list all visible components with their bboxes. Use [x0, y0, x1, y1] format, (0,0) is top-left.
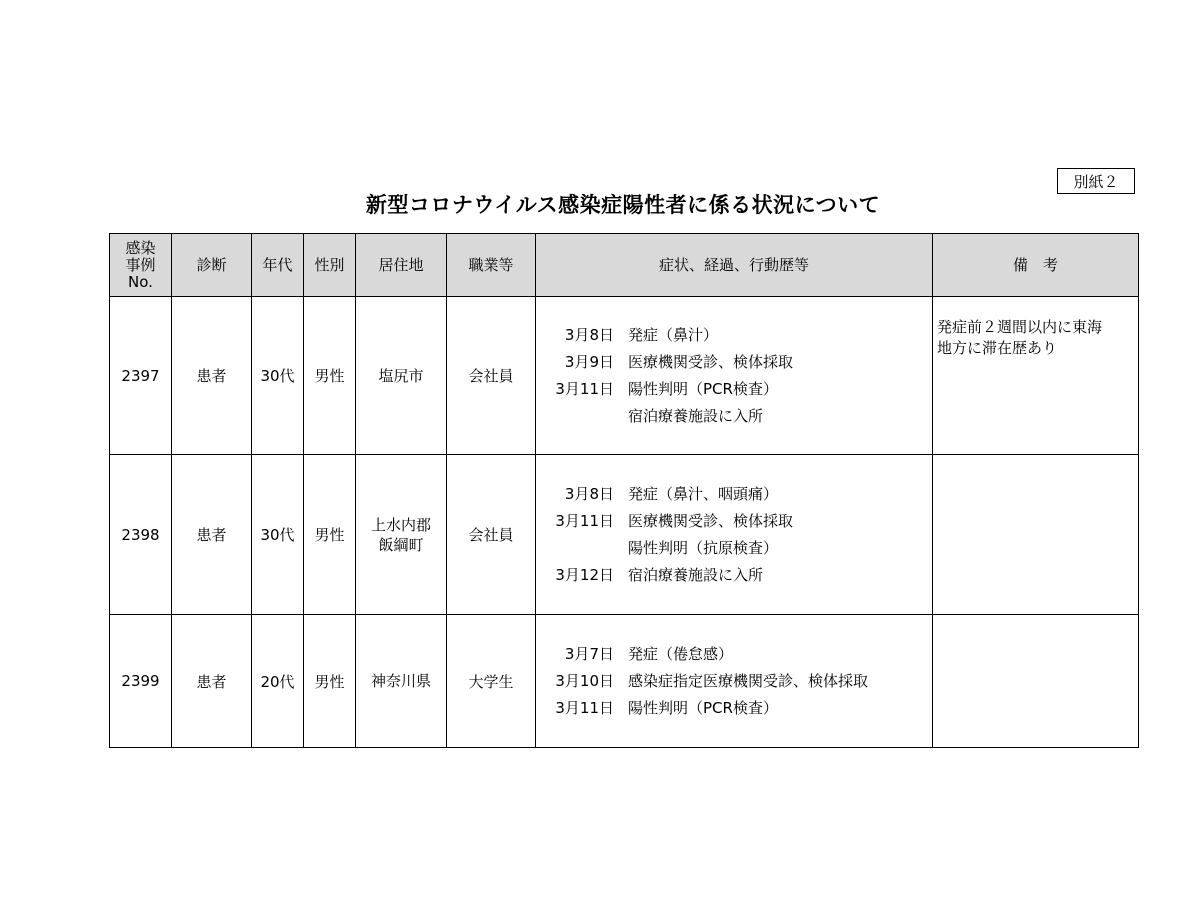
- diagnosis-cell: 患者: [172, 297, 252, 455]
- history-date: 3月7日: [564, 644, 614, 663]
- header-sex: 性別: [304, 234, 356, 297]
- history-date: [546, 403, 614, 430]
- history-entry: [546, 535, 932, 562]
- table-row: [110, 615, 1139, 748]
- history-cell: [536, 615, 933, 748]
- history-text: 宿泊療養施設に入所: [628, 565, 764, 584]
- residence-line: 上水内郡: [370, 515, 431, 534]
- history-text: 陽性判明（抗原検査）: [628, 538, 779, 557]
- history-text: 感染症指定医療機関受診、検体採取: [628, 671, 869, 690]
- history-entry: [546, 322, 932, 349]
- case-no-cell: 2398: [110, 455, 172, 615]
- occupation-cell: 大学生: [447, 615, 536, 748]
- notes-cell: [933, 455, 1139, 615]
- attachment-label: 別紙２: [1057, 168, 1135, 194]
- history-date: 3月11日: [555, 379, 614, 398]
- history-text: 医療機関受診、検体採取: [628, 352, 794, 371]
- history-entry: [546, 376, 932, 403]
- history-text: 医療機関受診、検体採取: [628, 511, 794, 530]
- history-date: 3月12日: [555, 565, 614, 584]
- sex-cell: 男性: [304, 297, 356, 455]
- notes-line: 発症前２週間以内に東海: [937, 318, 1103, 336]
- header-case-no-line: No.: [128, 272, 153, 291]
- diagnosis-cell: 患者: [172, 615, 252, 748]
- case-table: [109, 233, 1139, 748]
- header-notes: 備 考: [933, 234, 1139, 297]
- residence-cell: [356, 455, 447, 615]
- sex-cell: 男性: [304, 615, 356, 748]
- history-text: 発症（鼻汁、咽頭痛）: [628, 484, 779, 503]
- history-entry: [546, 508, 932, 535]
- header-age: 年代: [252, 234, 304, 297]
- history-entry: [546, 562, 932, 589]
- occupation-cell: 会社員: [447, 297, 536, 455]
- header-diagnosis: 診断: [172, 234, 252, 297]
- occupation-cell: 会社員: [447, 455, 536, 615]
- header-case-no: [110, 234, 172, 297]
- case-no-cell: 2399: [110, 615, 172, 748]
- history-entry: [546, 349, 932, 376]
- residence-line: 神奈川県: [370, 672, 431, 690]
- header-occupation: 職業等: [447, 234, 536, 297]
- history-text: 陽性判明（PCR検査）: [628, 379, 778, 398]
- page-title: 新型コロナウイルス感染症陽性者に係る状況について: [365, 193, 881, 217]
- history-text: 発症（鼻汁）: [628, 325, 719, 344]
- age-cell: 30代: [252, 455, 304, 615]
- header-case-no-line: 感染: [125, 238, 156, 257]
- header-residence: 居住地: [356, 234, 447, 297]
- table-header-row: [110, 234, 1139, 297]
- history-date: 3月10日: [555, 671, 614, 690]
- history-list: [546, 322, 932, 430]
- notes-cell: [933, 615, 1139, 748]
- history-date: [546, 535, 614, 562]
- residence-cell: [356, 615, 447, 748]
- history-date: 3月8日: [564, 484, 614, 503]
- history-date: 3月8日: [564, 325, 614, 344]
- notes-cell: [933, 297, 1139, 455]
- diagnosis-cell: 患者: [172, 455, 252, 615]
- age-cell: 20代: [252, 615, 304, 748]
- history-entry: [546, 695, 932, 722]
- residence-line: 塩尻市: [378, 366, 424, 385]
- history-list: [546, 481, 932, 589]
- header-history: 症状、経過、行動歴等: [536, 234, 933, 297]
- history-cell: [536, 297, 933, 455]
- history-text: 陽性判明（PCR検査）: [628, 698, 778, 717]
- age-cell: 30代: [252, 297, 304, 455]
- residence-line: 飯綱町: [378, 535, 424, 554]
- notes-line: 地方に滞在歴あり: [937, 339, 1058, 357]
- history-date: 3月11日: [555, 698, 614, 717]
- residence-cell: [356, 297, 447, 455]
- history-text: 発症（倦怠感）: [628, 644, 734, 663]
- history-text: 宿泊療養施設に入所: [628, 406, 764, 425]
- history-entry: [546, 481, 932, 508]
- history-entry: [546, 668, 932, 695]
- sex-cell: 男性: [304, 455, 356, 615]
- history-cell: [536, 455, 933, 615]
- history-list: [546, 641, 932, 722]
- header-case-no-line: 事例: [125, 255, 156, 274]
- table-row: [110, 297, 1139, 455]
- case-no-cell: 2397: [110, 297, 172, 455]
- history-date: 3月9日: [564, 352, 614, 371]
- history-date: 3月11日: [555, 511, 614, 530]
- history-entry: [546, 641, 932, 668]
- history-entry: [546, 403, 932, 430]
- table-row: [110, 455, 1139, 615]
